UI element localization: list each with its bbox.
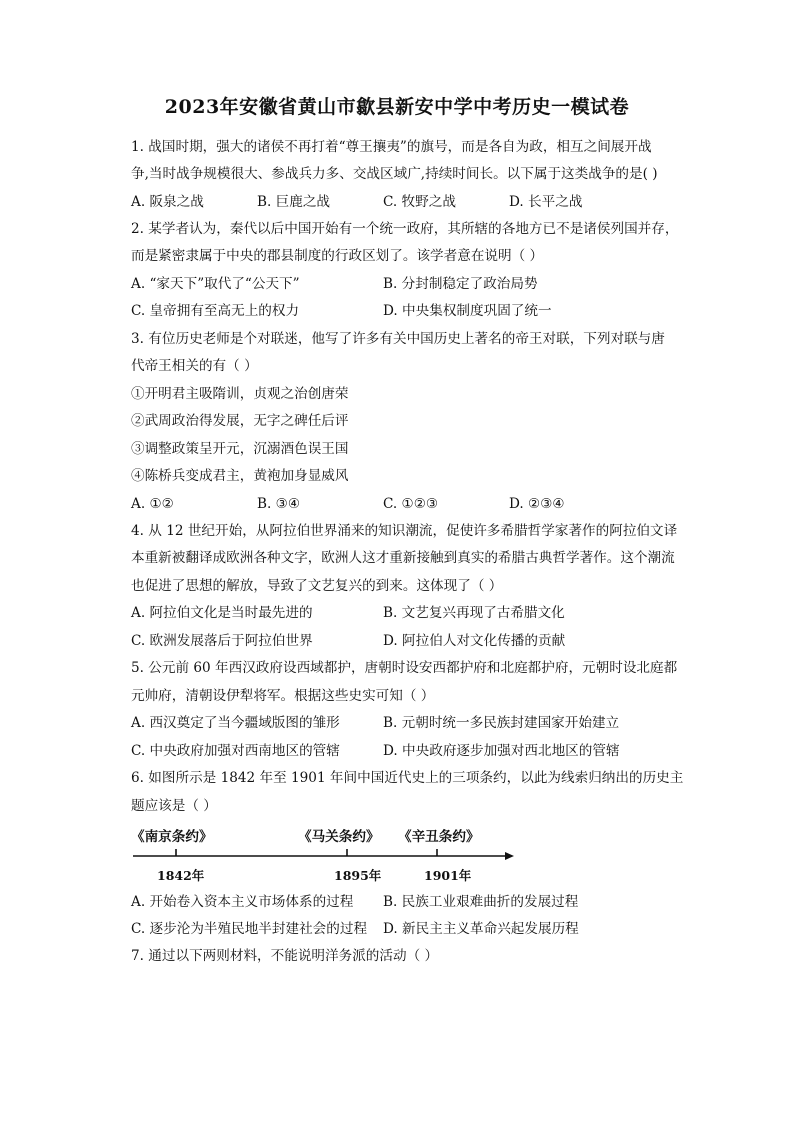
q1-stem-line2: 争,当时战争规模很大、参战兵力多、交战区域广,持续时间长。以下属于这类战争的是( ) — [131, 166, 658, 182]
q2-option-a: A. “家天下”取代了“公天下” — [131, 276, 300, 292]
q5-stem-line2: 元帅府，清朝设伊犁将军。根据这些史实可知（ ） — [131, 688, 435, 704]
q4-option-b: B. 文艺复兴再现了古希腊文化 — [383, 605, 565, 621]
timeline-arrow — [505, 852, 514, 860]
q1-option-c: C. 牧野之战 — [383, 194, 456, 210]
q3-item-2: ②武周政治得发展，无字之碑任后评 — [131, 413, 349, 429]
q3-option-c: C. ①②③ — [383, 496, 439, 512]
q4-stem-line3: 也促进了思想的解放，导致了文艺复兴的到来。这体现了（ ） — [131, 578, 503, 594]
q2-stem-line1: 2. 某学者认为，秦代以后中国开始有一个统一政府，其所辖的各地方已不是诸侯列国并存， — [131, 221, 679, 237]
q4-option-c: C. 欧洲发展落后于阿拉伯世界 — [131, 633, 313, 649]
q3-stem-line2: 代帝王相关的有（ ） — [131, 358, 258, 374]
q6-stem-line1: 6. 如图所示是 1842 年至 1901 年间中国近代史上的三项条约，以此为线索归纳出的历史主 — [131, 770, 684, 786]
q3-option-d: D. ②③④ — [509, 496, 565, 512]
q6-stem-line2: 题应该是（ ） — [131, 798, 217, 814]
q1-option-a: A. 阪泉之战 — [131, 194, 204, 210]
q5-option-b: B. 元朝时统一多民族封建国家开始建立 — [383, 715, 620, 731]
q3-item-4: ④陈桥兵变成君主，黄袍加身显威风 — [131, 468, 349, 484]
q5-option-c: C. 中央政府加强对西南地区的管辖 — [131, 743, 340, 759]
q2-stem-line2: 而是紧密隶属于中央的郡县制度的行政区划了。该学者意在说明（ ） — [131, 248, 544, 264]
q5-stem-line1: 5. 公元前 60 年西汉政府设西域都护，唐朝时设安西都护府和北庭都护府，元朝时设北庭都 — [131, 660, 678, 676]
q1-option-b: B. 巨鹿之战 — [257, 194, 331, 210]
timeline-label-xinchou: 《辛丑条约》 — [398, 829, 480, 845]
q3-option-a: A. ①② — [131, 496, 174, 512]
page-title: 2023年安徽省黄山市歙县新安中学中考历史一模试卷 — [164, 96, 630, 118]
q3-item-1: ①开明君主吸隋训，贞观之治创唐荣 — [131, 386, 349, 402]
q2-option-b: B. 分封制稳定了政治局势 — [383, 276, 538, 292]
q5-option-d: D. 中央政府逐步加强对西北地区的管辖 — [383, 743, 620, 759]
q3-item-3: ③调整政策呈开元，沉溺酒色误王国 — [131, 441, 349, 457]
q6-option-c: C. 逐步沦为半殖民地半封建社会的过程 — [131, 921, 368, 937]
timeline-label-nanjing: 《南京条约》 — [131, 829, 213, 845]
q6-option-a: A. 开始卷入资本主义市场体系的过程 — [131, 894, 354, 910]
q4-option-a: A. 阿拉伯文化是当时最先进的 — [131, 605, 313, 621]
q7-stem-line1: 7. 通过以下两则材料，不能说明洋务派的活动（ ） — [131, 948, 439, 964]
q1-stem-line1: 1. 战国时期，强大的诸侯不再打着“尊王攘夷”的旗号，而是各自为政，相互之间展开战 — [131, 139, 652, 155]
q4-stem-line2: 本重新被翻译成欧洲各种文字，欧洲人这才重新接触到真实的希腊古典哲学著作。这个潮流 — [131, 550, 675, 566]
q6-option-d: D. 新民主主义革命兴起发展历程 — [383, 921, 579, 937]
q3-stem-line1: 3. 有位历史老师是个对联迷，他写了许多有关中国历史上著名的帝王对联，下列对联与唐 — [131, 331, 665, 347]
q2-option-c: C. 皇帝拥有至高无上的权力 — [131, 303, 300, 319]
q6-option-b: B. 民族工业艰难曲折的发展过程 — [383, 894, 579, 910]
timeline-year-1901: 1901年 — [424, 868, 472, 883]
q2-option-d: D. 中央集权制度巩固了统一 — [383, 303, 552, 319]
timeline-label-maguan: 《马关条约》 — [298, 829, 380, 845]
timeline-year-1895: 1895年 — [334, 868, 382, 883]
q4-stem-line1: 4. 从 12 世纪开始，从阿拉伯世界涌来的知识潮流，促使许多希腊哲学家著作的阿拉伯文译 — [131, 523, 678, 539]
q5-option-a: A. 西汉奠定了当今疆域版图的雏形 — [131, 715, 340, 731]
q4-option-d: D. 阿拉伯人对文化传播的贡献 — [383, 633, 566, 649]
timeline-year-1842: 1842年 — [157, 868, 205, 883]
q3-option-b: B. ③④ — [257, 496, 301, 512]
q1-option-d: D. 长平之战 — [509, 194, 583, 210]
